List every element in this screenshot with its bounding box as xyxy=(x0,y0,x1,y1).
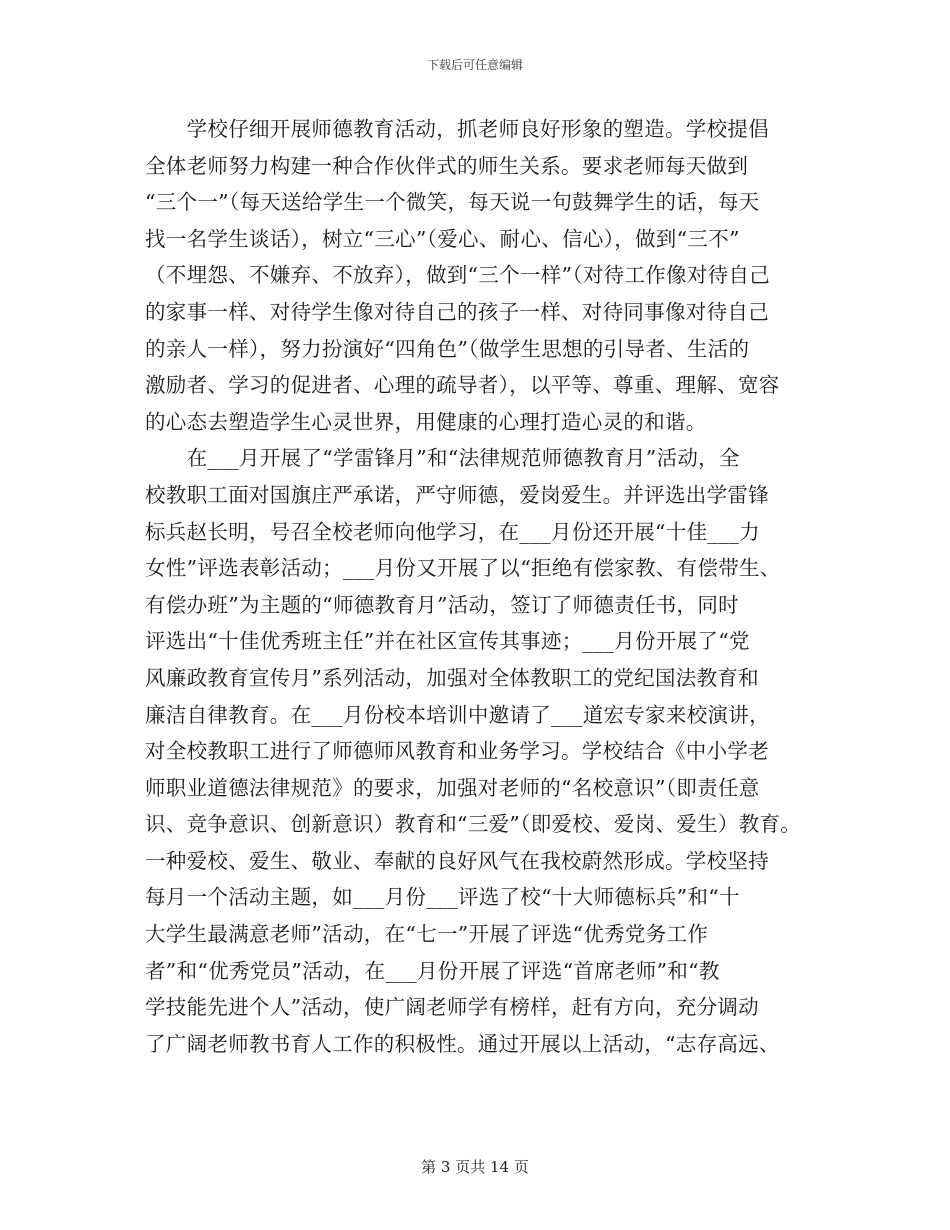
text-line: 校教职工面对国旗庄严承诺，严守师德，爱岗爱生。并评选出学雷锋 xyxy=(145,482,769,507)
page-number-footer: 第 3 页共 14 页 xyxy=(421,1158,529,1176)
text-line: 女性”评选表彰活动；___月份又开展了以“拒绝有偿家教、有偿带生、 xyxy=(145,556,781,581)
text-line: 的亲人一样），努力扮演好“四角色”（做学生思想的引导者、生活的 xyxy=(145,336,750,361)
text-line: 在___月开展了“学雷锋月”和“法律规范师德教育月”活动，全 xyxy=(145,446,740,471)
text-line: 学校仔细开展师德教育活动，抓老师良好形象的塑造。学校提倡 xyxy=(145,117,769,141)
text-line: 了广阔老师教书育人工作的积极性。通过开展以上活动，“志存高远、 xyxy=(145,1031,780,1056)
text-line: 评选出“十佳优秀班主任”并在社区宣传其事迹；___月份开展了“党 xyxy=(145,629,750,654)
text-line: 标兵赵长明，号召全校老师向他学习，在___月份还开展“十佳___力 xyxy=(145,519,760,544)
text-line: 廉洁自律教育。在___月份校本培训中邀请了___道宏专家来校演讲， xyxy=(145,702,770,727)
text-line: 者”和“优秀党员”活动，在___月份开展了评选“首席老师”和“教 xyxy=(145,958,720,983)
text-line: 一种爱校、爱生、敬业、奉献的良好风气在我校蔚然形成。学校坚持 xyxy=(145,848,769,873)
text-line: 全体老师努力构建一种合作伙伴式的师生关系。要求老师每天做到 xyxy=(145,153,749,178)
text-line: 师职业道德法律规范》的要求，加强对老师的“名校意识”（即责任意 xyxy=(145,775,760,800)
text-line: 的家事一样、对待学生像对待自己的孩子一样、对待同事像对待自己 xyxy=(145,299,769,324)
text-line: 找一名学生谈话），树立“三心”（爱心、耐心、信心），做到“三不” xyxy=(145,226,740,251)
text-line: （不埋怨、不嫌弃、不放弃），做到“三个一样”（对待工作像对待自己 xyxy=(145,263,771,288)
page-header: 下载后可任意编辑 xyxy=(426,58,523,72)
text-line: 大学生最满意老师”活动，在“七一”开展了评选“优秀党务工作 xyxy=(145,922,709,947)
document-body xyxy=(145,111,825,1062)
text-line: 有偿办班”为主题的“师德教育月”活动，签订了师德责任书，同时 xyxy=(145,592,739,617)
text-line: 激励者、学习的促进者、心理的疏导者），以平等、尊重、理解、宽容 xyxy=(145,373,780,398)
text-line: 识、竞争意识、创新意识）教育和“三爱”（即爱校、爱岗、爱生）教育。 xyxy=(145,812,802,837)
text-line: 的心态去塑造学生心灵世界，用健康的心理打造心灵的和谐。 xyxy=(145,409,707,434)
text-line: “三个一”（每天送给学生一个微笑，每天说一句鼓舞学生的话，每天 xyxy=(145,190,760,215)
text-line: 对全校教职工进行了师德师风教育和业务学习。学校结合《中小学老 xyxy=(145,739,769,764)
text-line: 风廉政教育宣传月”系列活动，加强对全体教职工的党纪国法教育和 xyxy=(145,665,759,690)
text-line: 学技能先进个人”活动，使广阔老师学有榜样，赶有方向，充分调动 xyxy=(145,995,759,1020)
text-line: 每月一个活动主题，如___月份___评选了校“十大师德标兵”和“十 xyxy=(145,885,740,910)
